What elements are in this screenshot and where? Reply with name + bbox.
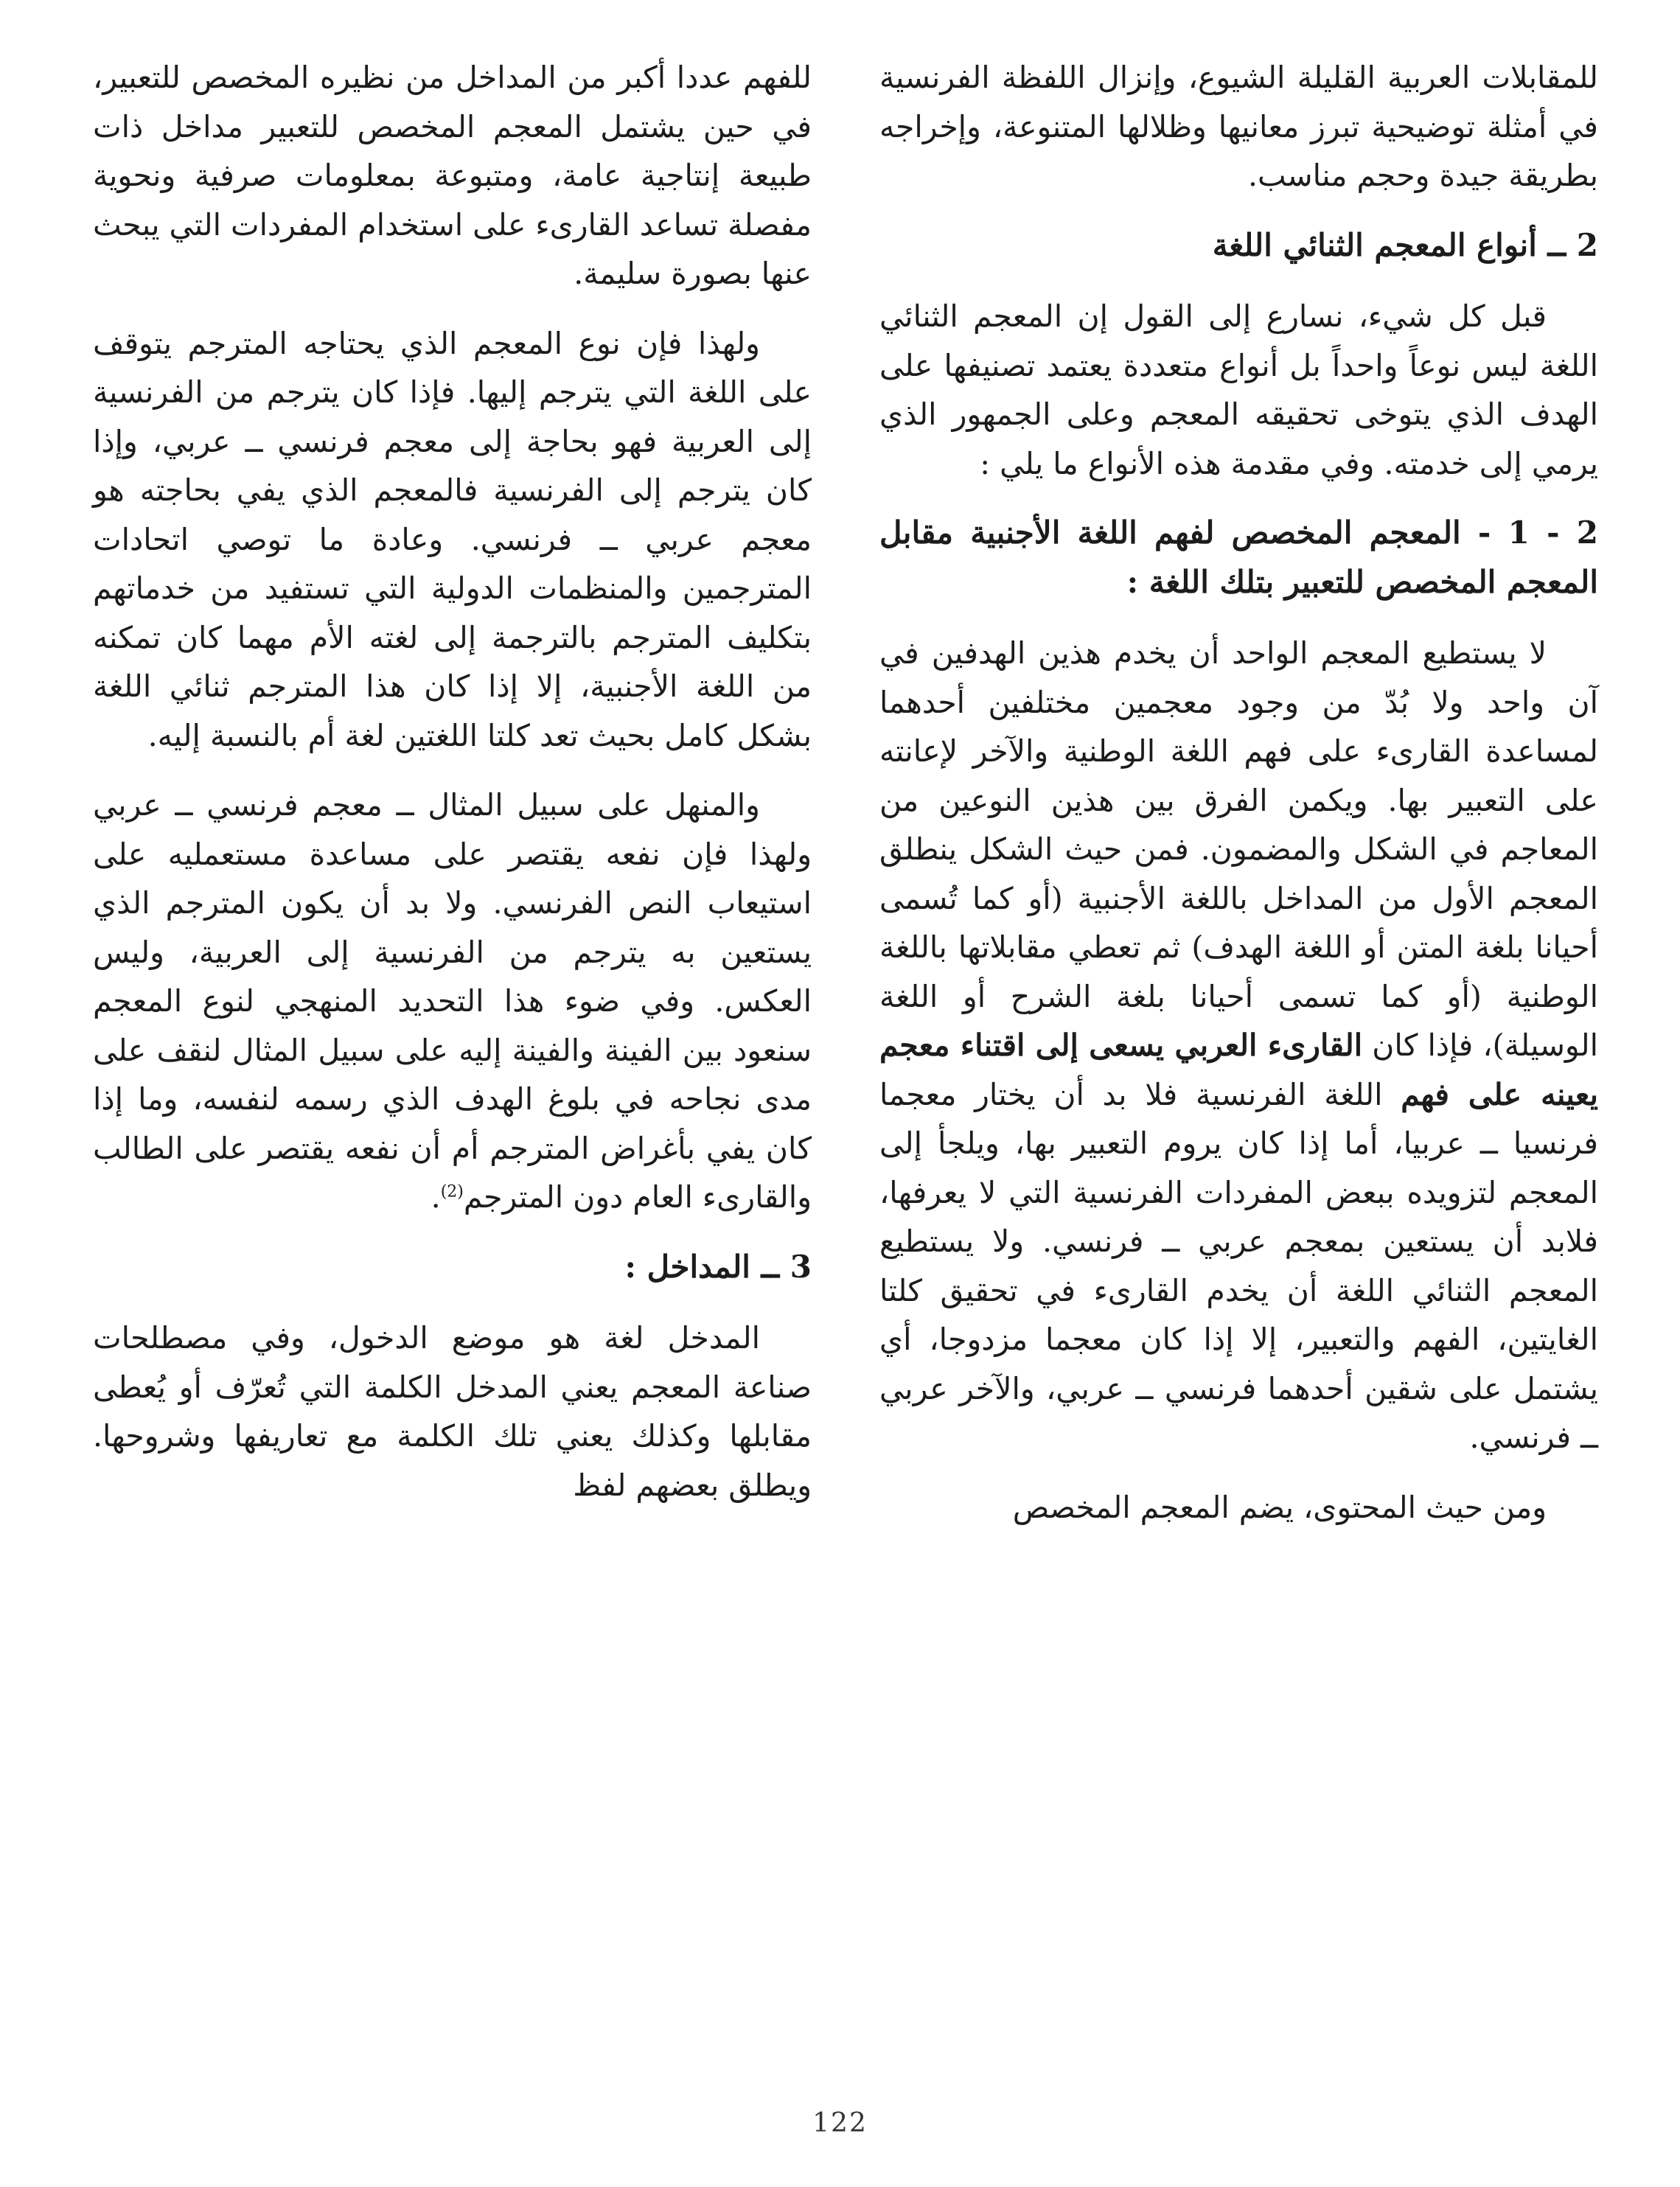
subsection-heading-2-1: 2 - 1 - المعجم المخصص لفهم اللغة الأجنبية مقابل المعجم المخصص للتعبير بتلك اللغة : (879, 515, 1598, 600)
left-column (93, 53, 812, 1530)
page-number: 122 (812, 2108, 868, 2138)
left-paragraph-3-text: والمنهل على سبيل المثال ــ معجم فرنسي ــ عربي ولهذا فإن نفعه يقتصر على مساعدة مستعمليه على استيعاب النص الفرنسي. ولا بد أن يكون المترجم الذي يستعين به يترجم من الفرنسية إلى العربية، وليس العكس. وفي ضوء هذا التحديد المنهجي لنوع المعجم سنعود بين الفينة والفينة إليه على سبيل المثال لنقف على مدى نجاحه في بلوغ الهدف الذي رسمه لنفسه، وما إذا كان يفي بأغراض المترجم أم أن نفعه يقتصر على الطالب والقارىء العام دون المترجم (93, 787, 812, 1215)
left-paragraph-1: للفهم عددا أكبر من المداخل من نظيره المخصص للتعبير، في حين يشتمل المعجم المخصص للتعبير مداخل ذات طبيعة إنتاجية عامة، ومتبوعة بمعلومات صرفية ونحوية مفصلة تساعد القارىء على استخدام المفردات التي يبحث عنها بصورة سليمة. (92, 60, 812, 291)
right-paragraph-3-bold-run: القارىء العربي يسعى إلى اقتناء معجم يعينه على فهم (879, 1028, 1598, 1112)
right-paragraph-3-part-a: لا يستطيع المعجم الواحد أن يخدم هذين الهدفين في آن واحد ولا بُدّ من وجود معجمين مختلفين أحدهما لمساعدة القارىء على فهم اللغة الوطنية والآخر لإعانته على التعبير بها. ويكمن الفرق بين هذين النوعين من المعاجم في الشكل والمضمون. فمن حيث الشكل ينطلق المعجم الأول من المداخل باللغة الأجنبية (أو كما تُسمى أحيانا بلغة المتن أو اللغة الهدف) ثم تعطي مقابلاتها باللغة الوطنية (أو كما تسمى أحيانا بلغة الشرح أو اللغة الوسيلة)، فإذا كان (879, 635, 1598, 1063)
right-paragraph-3-part-b: اللغة الفرنسية فلا بد أن يختار معجما فرنسيا ــ عربيا، أما إذا كان يروم التعبير بها، ويلجأ إلى المعجم لتزويده ببعض المفردات الفرنسية التي لا يعرفها، فلابد أن يستعين بمعجم عربي ــ فرنسي. ولا يستطيع المعجم الثنائي اللغة أن يخدم القارىء في تحقيق كلتا الغايتين، الفهم والتعبير، إلا إذا كان معجما مزدوجا، أي يشتمل على شقين أحدهما فرنسي ــ عربي، والآخر عربي ــ فرنسي. (879, 1076, 1598, 1455)
left-paragraph-3 (93, 781, 812, 1222)
right-paragraph-4: ومن حيث المحتوى، يضم المعجم المخصص (1012, 1489, 1547, 1525)
left-paragraph-4: المدخل لغة هو موضع الدخول، وفي مصطلحات صناعة المعجم يعني المدخل الكلمة التي تُعرّف أو يُعطى مقابلها وكذلك يعني تلك الكلمة مع تعاريفها وشروحها. ويطلق بعضهم لفظ (93, 1320, 812, 1503)
footnote-reference-2[interactable]: (2) (440, 1182, 464, 1201)
right-paragraph-1: للمقابلات العربية القليلة الشيوع، وإنزال اللفظة الفرنسية في أمثلة توضيحية تبرز معانيها وظلالها المتنوعة، وإخراجه بطريقة جيدة وحجم مناسب. (879, 60, 1598, 193)
section-heading-3: 3 ــ المداخل : (624, 1248, 812, 1285)
right-column (879, 53, 1598, 1552)
right-paragraph-3 (879, 629, 1598, 1462)
left-paragraph-3-end: . (431, 1179, 441, 1215)
left-paragraph-2: ولهذا فإن نوع المعجم الذي يحتاجه المترجم يتوقف على اللغة التي يترجم إليها. فإذا كان يترجم من الفرنسية إلى العربية فهو بحاجة إلى معجم فرنسي ــ عربي، وإذا كان يترجم إلى الفرنسية فالمعجم الذي يفي بحاجته هو معجم عربي ــ فرنسي. وعادة ما توصي اتحادات المترجمين والمنظمات الدولية التي تستفيد من خدماتهم بتكليف المترجم بالترجمة إلى لغته الأم مهما كان تمكنه من اللغة الأجنبية، إلا إذا كان هذا المترجم ثنائي اللغة بشكل كامل بحيث تعد كلتا اللغتين لغة أم بالنسبة إليه. (93, 325, 812, 753)
section-heading-2: 2 ــ أنواع المعجم الثنائي اللغة (1212, 226, 1598, 263)
right-paragraph-2: قبل كل شيء، نسارع إلى القول إن المعجم الثنائي اللغة ليس نوعاً واحداً بل أنواع متعددة يعتمد تصنيفها على الهدف الذي يتوخى تحقيقه المعجم وعلى الجمهور الذي يرمي إلى خدمته. وفي مقدمة هذه الأنواع ما يلي : (879, 299, 1598, 481)
